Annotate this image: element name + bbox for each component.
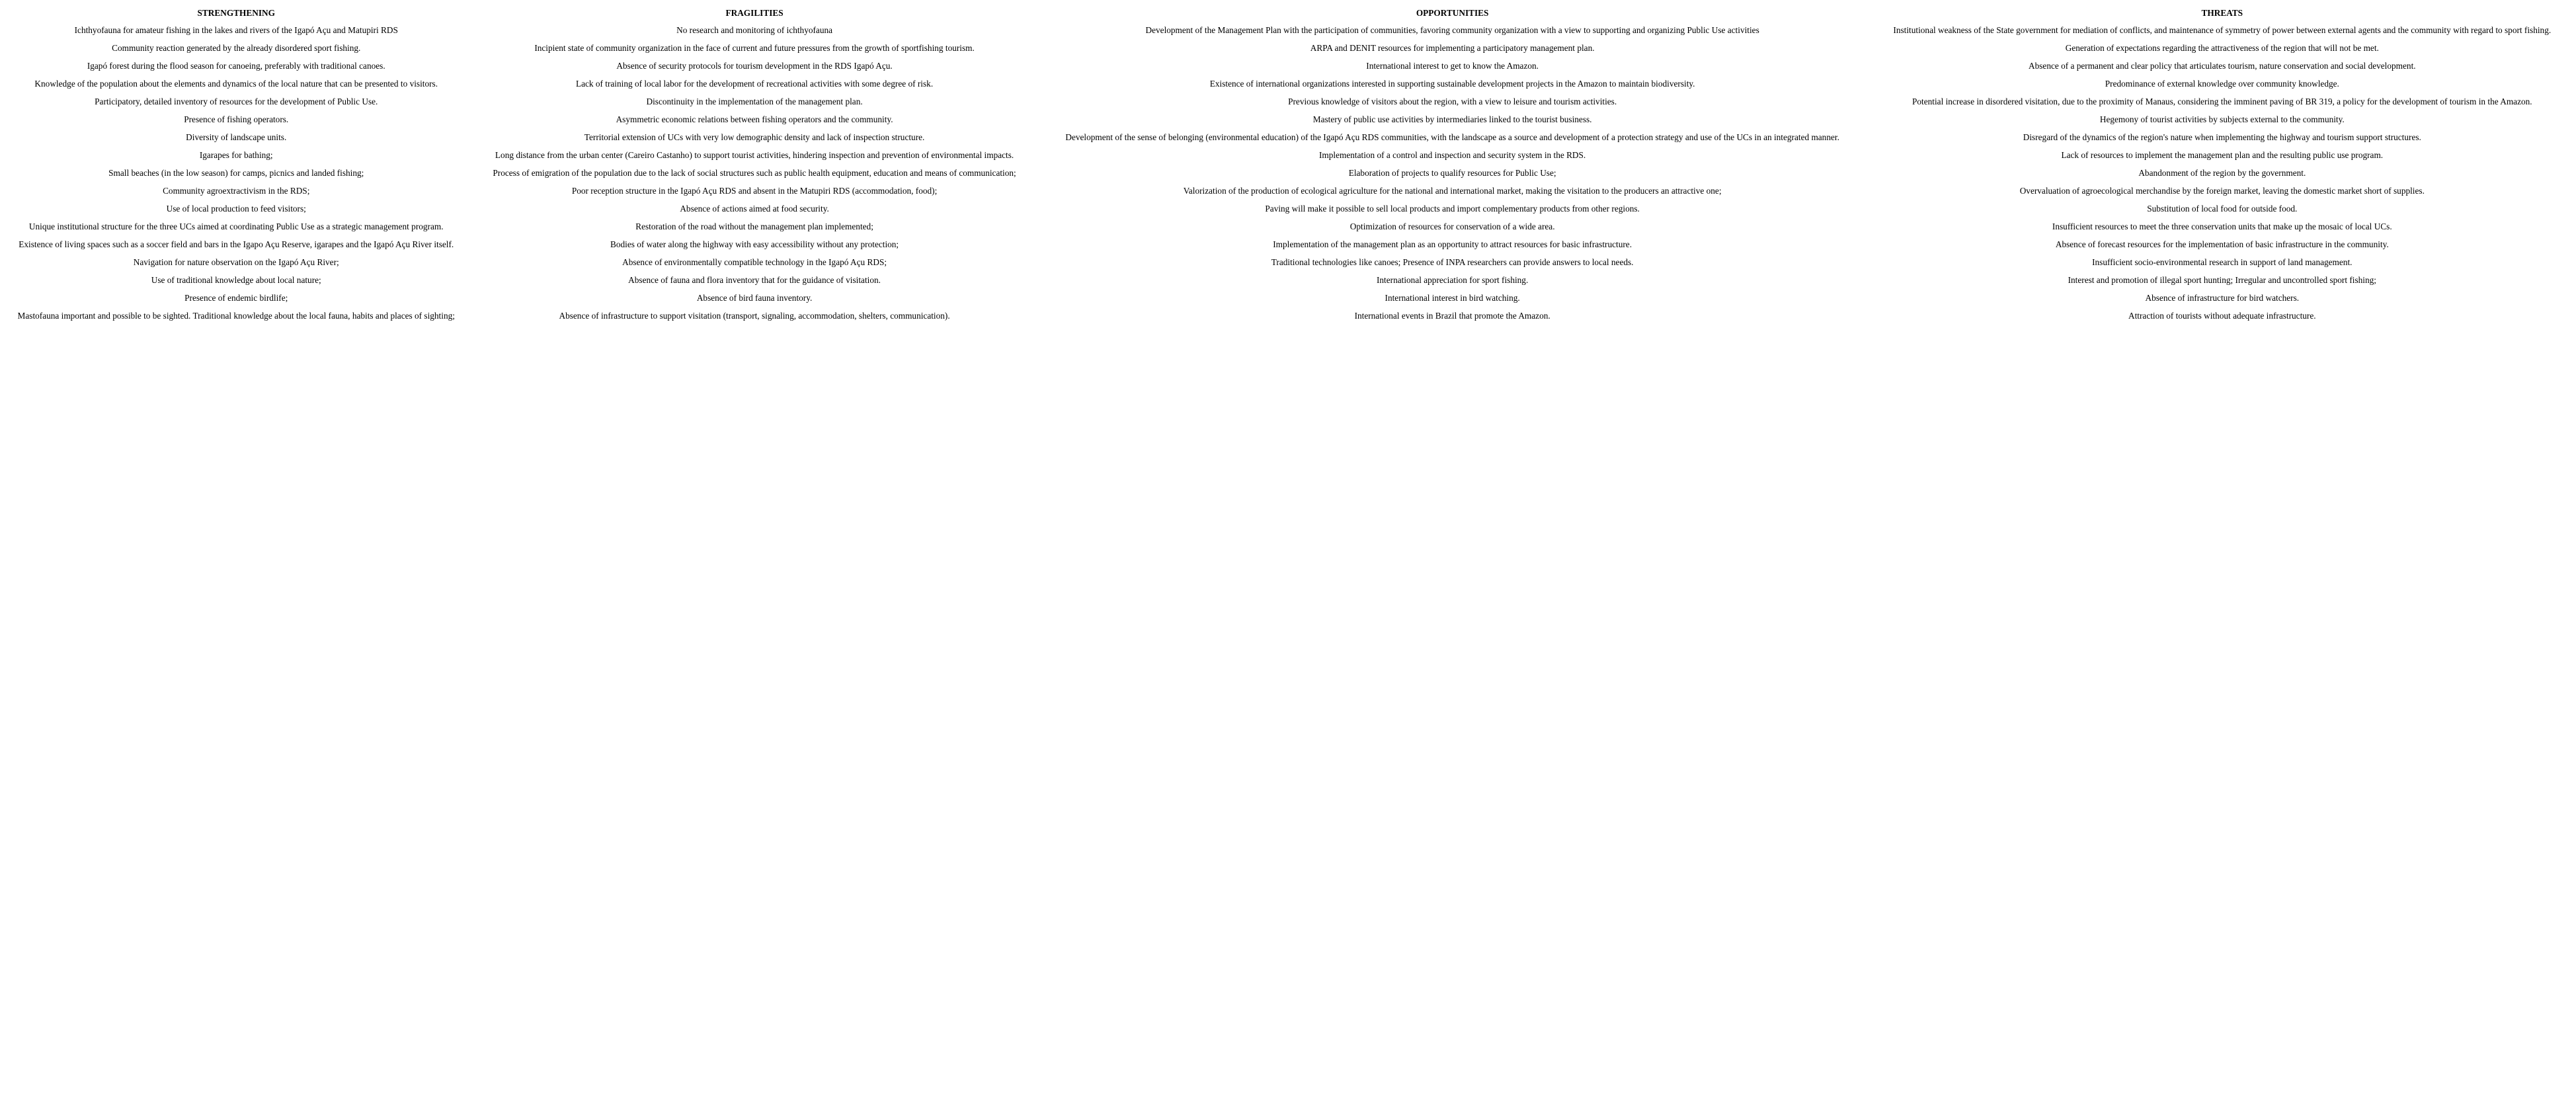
threat-cell: Substitution of local food for outside food. xyxy=(2147,204,2298,214)
table-row xyxy=(0,289,2576,307)
table-row xyxy=(0,93,2576,110)
table-row xyxy=(0,164,2576,182)
fragility-cell: Absence of environmentally compatible technology in the Igapó Açu RDS; xyxy=(622,257,887,267)
strengthening-cell: Mastofauna important and possible to be sighted. Traditional knowledge about the local fauna, habits and places of sighting; xyxy=(17,311,455,321)
strengthening-cell: Participatory, detailed inventory of resources for the development of Public Use. xyxy=(95,97,378,106)
fragility-cell: Poor reception structure in the Igapó Açu RDS and absent in the Matupiri RDS (accommodation, food); xyxy=(571,186,938,196)
threat-cell: Insufficient socio-environmental research in support of land management. xyxy=(2092,257,2353,267)
threat-cell: Interest and promotion of illegal sport hunting; Irregular and uncontrolled sport fishing; xyxy=(2068,275,2376,285)
opportunity-cell: International appreciation for sport fishing. xyxy=(1376,275,1529,285)
threat-cell: Insufficient resources to meet the three conservation units that make up the mosaic of local UCs. xyxy=(2052,221,2392,231)
fragility-cell: Long distance from the urban center (Careiro Castanho) to support tourist activities, hindering inspection and prevention of environmental impacts. xyxy=(495,150,1014,160)
opportunity-cell: Development of the sense of belonging (environmental education) of the Igapó Açu RDS communities, with the landscape as a source and development of a protection strategy and use of the UCs in an integrated manner. xyxy=(1065,132,1839,142)
table-row xyxy=(0,146,2576,164)
threat-cell: Potential increase in disordered visitation, due to the proximity of Manaus, considering the imminent paving of BR 319, a policy for the development of tourism in the Amazon. xyxy=(1912,97,2532,106)
opportunity-cell: Traditional technologies like canoes; Presence of INPA researchers can provide answers to local needs. xyxy=(1271,257,1634,267)
strengthening-cell: Presence of fishing operators. xyxy=(184,114,289,124)
fragility-cell: Process of emigration of the population due to the lack of social structures such as public health equipment, education and means of communication; xyxy=(493,168,1016,178)
threat-cell: Attraction of tourists without adequate infrastructure. xyxy=(2128,311,2316,321)
table-row xyxy=(0,307,2576,325)
threat-cell: Generation of expectations regarding the attractiveness of the region that will not be met. xyxy=(2065,43,2379,53)
strengthening-cell: Unique institutional structure for the three UCs aimed at coordinating Public Use as a strategic management program. xyxy=(28,221,444,231)
opportunity-cell: Elaboration of projects to qualify resources for Public Use; xyxy=(1348,168,1556,178)
opportunity-cell: Implementation of a control and inspection and security system in the RDS. xyxy=(1319,150,1586,160)
table-row xyxy=(0,218,2576,235)
opportunity-cell: International events in Brazil that promote the Amazon. xyxy=(1354,311,1550,321)
fragility-cell: Incipient state of community organization in the face of current and future pressures from the growth of sportfishing tourism. xyxy=(534,43,975,53)
fragility-cell: Asymmetric economic relations between fishing operators and the community. xyxy=(616,114,893,124)
table-row xyxy=(0,182,2576,200)
opportunity-cell: Previous knowledge of visitors about the region, with a view to leisure and tourism activities. xyxy=(1288,97,1617,106)
strengthening-cell: Diversity of landscape units. xyxy=(186,132,287,142)
fragility-cell: Bodies of water along the highway with easy accessibility without any protection; xyxy=(610,239,899,249)
threat-cell: Absence of forecast resources for the implementation of basic infrastructure in the community. xyxy=(2055,239,2389,249)
threat-cell: Lack of resources to implement the management plan and the resulting public use program. xyxy=(2061,150,2384,160)
header-fragilities: FRAGILITIES xyxy=(725,8,784,18)
threat-cell: Absence of a permanent and clear policy that articulates tourism, nature conservation and social development. xyxy=(2029,61,2416,71)
table-row xyxy=(0,110,2576,128)
fragility-cell: Territorial extension of UCs with very low demographic density and lack of inspection structure. xyxy=(584,132,925,142)
threat-cell: Overvaluation of agroecological merchandise by the foreign market, leaving the domestic market short of supplies. xyxy=(2019,186,2425,196)
opportunity-cell: International interest in bird watching. xyxy=(1385,293,1520,303)
fragility-cell: Discontinuity in the implementation of the management plan. xyxy=(646,97,863,106)
table-row xyxy=(0,21,2576,39)
table-row xyxy=(0,57,2576,75)
threat-cell: Disregard of the dynamics of the region's nature when implementing the highway and tourism support structures. xyxy=(2023,132,2421,142)
table-row xyxy=(0,75,2576,93)
strengthening-cell: Ichthyofauna for amateur fishing in the lakes and rivers of the Igapó Açu and Matupiri RDS xyxy=(74,25,398,35)
fragility-cell: Absence of security protocols for tourism development in the RDS Igapó Açu. xyxy=(616,61,893,71)
threat-cell: Institutional weakness of the State government for mediation of conflicts, and maintenance of symmetry of power between external agents and the community with regard to sport fishing. xyxy=(1893,25,2552,35)
strengthening-cell: Community reaction generated by the already disordered sport fishing. xyxy=(112,43,361,53)
fragility-cell: Absence of actions aimed at food security. xyxy=(680,204,829,214)
threat-cell: Predominance of external knowledge over community knowledge. xyxy=(2105,79,2339,89)
header-threats: THREATS xyxy=(2201,8,2243,18)
opportunity-cell: Existence of international organizations interested in supporting sustainable development projects in the Amazon to maintain biodiversity. xyxy=(1209,79,1695,89)
opportunity-cell: Development of the Management Plan with the participation of communities, favoring community organization with a view to supporting and organizing Public Use activities xyxy=(1145,25,1759,35)
strengthening-cell: Community agroextractivism in the RDS; xyxy=(163,186,310,196)
threat-cell: Absence of infrastructure for bird watchers. xyxy=(2145,293,2300,303)
fragility-cell: Absence of bird fauna inventory. xyxy=(696,293,813,303)
table-row xyxy=(0,39,2576,57)
strengthening-cell: Use of local production to feed visitors; xyxy=(166,204,306,214)
opportunity-cell: Optimization of resources for conservation of a wide area. xyxy=(1349,221,1555,231)
table-row xyxy=(0,235,2576,253)
fragility-cell: No research and monitoring of ichthyofauna xyxy=(676,25,833,35)
opportunity-cell: International interest to get to know the Amazon. xyxy=(1366,61,1539,71)
table-row xyxy=(0,271,2576,289)
header-strengthening: STRENGTHENING xyxy=(197,8,275,18)
threat-cell: Hegemony of tourist activities by subjects external to the community. xyxy=(2099,114,2345,124)
threat-cell: Abandonment of the region by the government. xyxy=(2138,168,2306,178)
header-row xyxy=(0,5,2576,21)
strengthening-cell: Presence of endemic birdlife; xyxy=(184,293,288,303)
fragility-cell: Absence of infrastructure to support visitation (transport, signaling, accommodation, shelters, communication). xyxy=(559,311,950,321)
opportunity-cell: ARPA and DENIT resources for implementing a participatory management plan. xyxy=(1310,43,1595,53)
strengthening-cell: Igarapes for bathing; xyxy=(199,150,273,160)
table-row xyxy=(0,128,2576,146)
opportunity-cell: Mastery of public use activities by intermediaries linked to the tourist business. xyxy=(1312,114,1592,124)
strengthening-cell: Navigation for nature observation on the Igapó Açu River; xyxy=(133,257,339,267)
fragility-cell: Lack of training of local labor for the development of recreational activities with some degree of risk. xyxy=(575,79,934,89)
header-opportunities: OPPORTUNITIES xyxy=(1416,8,1489,18)
fragility-cell: Absence of fauna and flora inventory that for the guidance of visitation. xyxy=(628,275,881,285)
opportunity-cell: Valorization of the production of ecological agriculture for the national and international market, making the visitation to the producers an attractive one; xyxy=(1183,186,1722,196)
table-row xyxy=(0,253,2576,271)
strengthening-cell: Existence of living spaces such as a soccer field and bars in the Igapo Açu Reserve, igarapes and the Igapó Açu River itself. xyxy=(19,239,454,249)
strengthening-cell: Igapó forest during the flood season for canoeing, preferably with traditional canoes. xyxy=(87,61,385,71)
strengthening-cell: Small beaches (in the low season) for camps, picnics and landed fishing; xyxy=(108,168,364,178)
fragility-cell: Restoration of the road without the management plan implemented; xyxy=(635,221,873,231)
table-row xyxy=(0,200,2576,218)
opportunity-cell: Paving will make it possible to sell local products and import complementary products from other regions. xyxy=(1265,204,1640,214)
strengthening-cell: Use of traditional knowledge about local nature; xyxy=(151,275,321,285)
swot-table xyxy=(0,5,2576,325)
opportunity-cell: Implementation of the management plan as an opportunity to attract resources for basic infrastructure. xyxy=(1273,239,1632,249)
strengthening-cell: Knowledge of the population about the elements and dynamics of the local nature that can be presented to visitors. xyxy=(34,79,438,89)
